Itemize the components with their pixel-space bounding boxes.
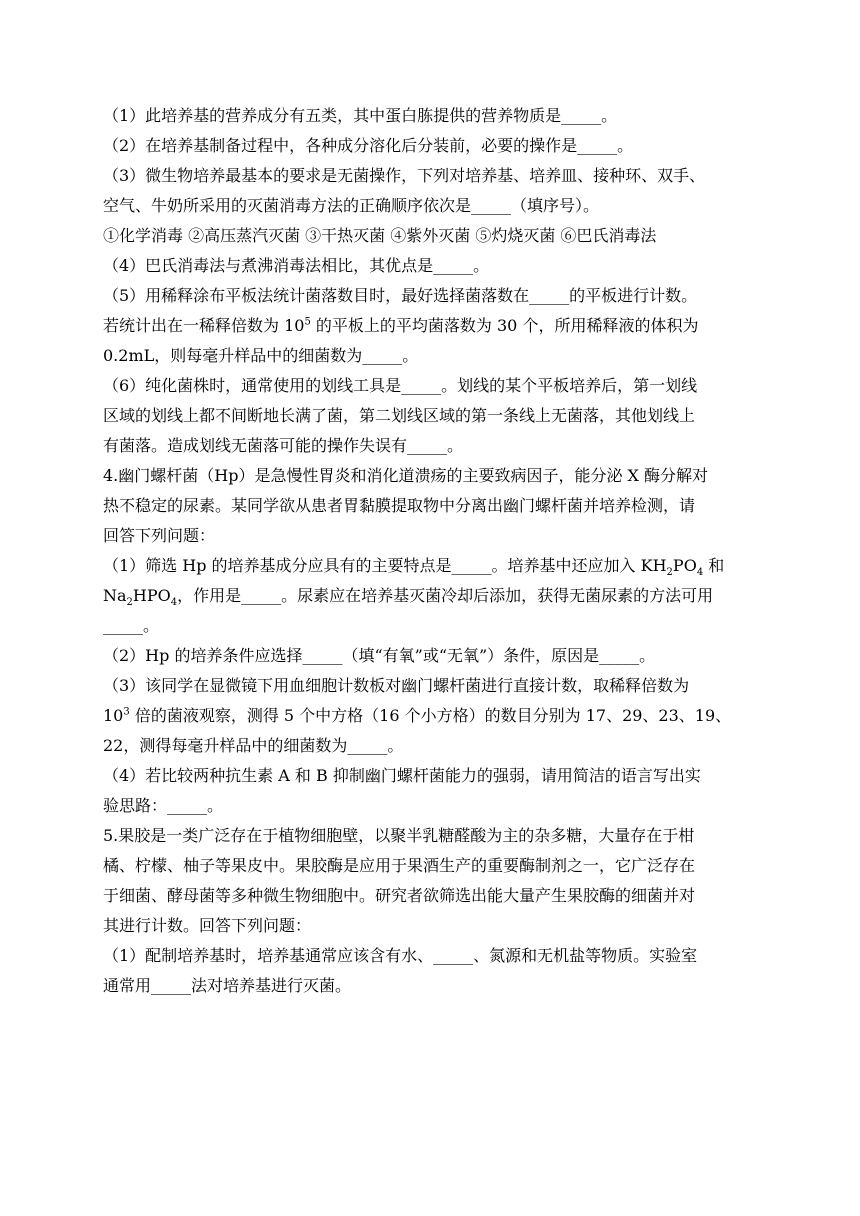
question-line: （1）此培养基的营养成分有五类，其中蛋白胨提供的营养物质是_____。 (103, 106, 618, 125)
problem-intro-line: 热不稳定的尿素。某同学欲从患者胃黏膜提取物中分离出幽门螺杆菌并培养检测，请 (103, 496, 696, 515)
text-run: 的平板上的平均菌落数为 30 个，所用稀释液的体积为 (310, 316, 699, 335)
question-line: （3）微生物培养最基本的要求是无菌操作，下列对培养基、培养皿、接种环、双手、 (103, 166, 706, 185)
question-line: 0.2mL，则每毫升样品中的细菌数为_____。 (103, 346, 419, 365)
question-line: （2）在培养基制备过程中，各种成分溶化后分装前，必要的操作是_____。 (103, 136, 634, 155)
subscript: 4 (696, 567, 704, 579)
problem-intro-line: 5.果胶是一类广泛存在于植物细胞壁，以聚半乳糖醛酸为主的杂多糖，大量存在于柑 (103, 826, 695, 845)
problem-intro-line: 4.幽门螺杆菌（Hp）是急慢性胃炎和消化道溃疡的主要致病因子，能分泌 X 酶分解对 (103, 466, 709, 485)
problem-intro-line: 其进行计数。回答下列问题： (103, 916, 312, 935)
text-run: 和 (703, 556, 725, 575)
question-line: _____。 (103, 616, 160, 635)
question-line: （2）Hp 的培养条件应选择_____（填“有氧”或“无氧”）条件，原因是_____。 (103, 646, 656, 665)
question-line: （1）配制培养基时，培养基通常应该含有水、_____、氮源和无机盐等物质。实验室 (103, 946, 698, 965)
superscript: 3 (123, 706, 130, 718)
subscript: 2 (666, 567, 673, 579)
question-line: （4）若比较两种抗生素 A 和 B 抑制幽门螺杆菌能力的强弱，请用简洁的语言写出实 (103, 766, 701, 785)
text-run: Na (103, 586, 127, 605)
text-run: ，作用是_____。尿素应在培养基灭菌冷却后添加，获得无菌尿素的方法可用 (177, 586, 714, 605)
question-line: 空气、牛奶所采用的灭菌消毒方法的正确顺序依次是_____（填序号）。 (103, 196, 600, 215)
problem-intro-line: 橘、柠檬、柚子等果皮中。果胶酶是应用于果酒生产的重要酶制剂之一，它广泛存在 (103, 856, 696, 875)
question-line (103, 551, 763, 581)
text-run: （1）筛选 Hp 的培养基成分应具有的主要特点是_____。培养基中还应加入 KH (103, 556, 667, 575)
subscript: 2 (126, 597, 133, 609)
question-line: 验思路：_____。 (103, 796, 224, 815)
question-line: 22，测得每毫升样品中的细菌数为_____。 (103, 736, 404, 755)
question-line: 通常用_____法对培养基进行灭菌。 (103, 976, 352, 995)
question-line (103, 311, 763, 341)
question-line: （6）纯化菌株时，通常使用的划线工具是_____。划线的某个平板培养后，第一划线 (103, 376, 698, 395)
text-run: 10 (103, 706, 124, 725)
question-line: 有菌落。造成划线无菌落可能的操作失误有_____。 (103, 436, 464, 455)
question-line: （4）巴氏消毒法与煮沸消毒法相比，其优点是_____。 (103, 256, 490, 275)
options-line: ①化学消毒 ②高压蒸汽灭菌 ③干热灭菌 ④紫外灭菌 ⑤灼烧灭菌 ⑥巴氏消毒法 (103, 226, 657, 245)
question-line: 区域的划线上都不间断地长满了菌，第二划线区域的第一条线上无菌落，其他划线上 (103, 406, 696, 425)
subscript: 4 (170, 597, 178, 609)
document-body (103, 101, 763, 1001)
problem-intro-line: 回答下列问题： (103, 526, 216, 545)
question-line: （5）用稀释涂布平板法统计菌落数目时，最好选择菌落数在_____的平板进行计数。 (103, 286, 698, 305)
text-run: PO (672, 556, 697, 575)
problem-intro-line: 于细菌、酵母菌等多种微生物细胞中。研究者欲筛选出能大量产生果胶酶的细菌并对 (103, 886, 696, 905)
text-run: HPO (132, 586, 171, 605)
text-run: 若统计出在一稀释倍数为 10 (103, 316, 305, 335)
question-line (103, 581, 763, 611)
superscript: 5 (304, 316, 311, 328)
question-line (103, 701, 763, 731)
question-line: （3）该同学在显微镜下用血细胞计数板对幽门螺杆菌进行直接计数，取稀释倍数为 (103, 676, 690, 695)
text-run: 倍的菌液观察，测得 5 个中方格（16 个小方格）的数目分别为 17、29、23、19、 (129, 706, 732, 725)
